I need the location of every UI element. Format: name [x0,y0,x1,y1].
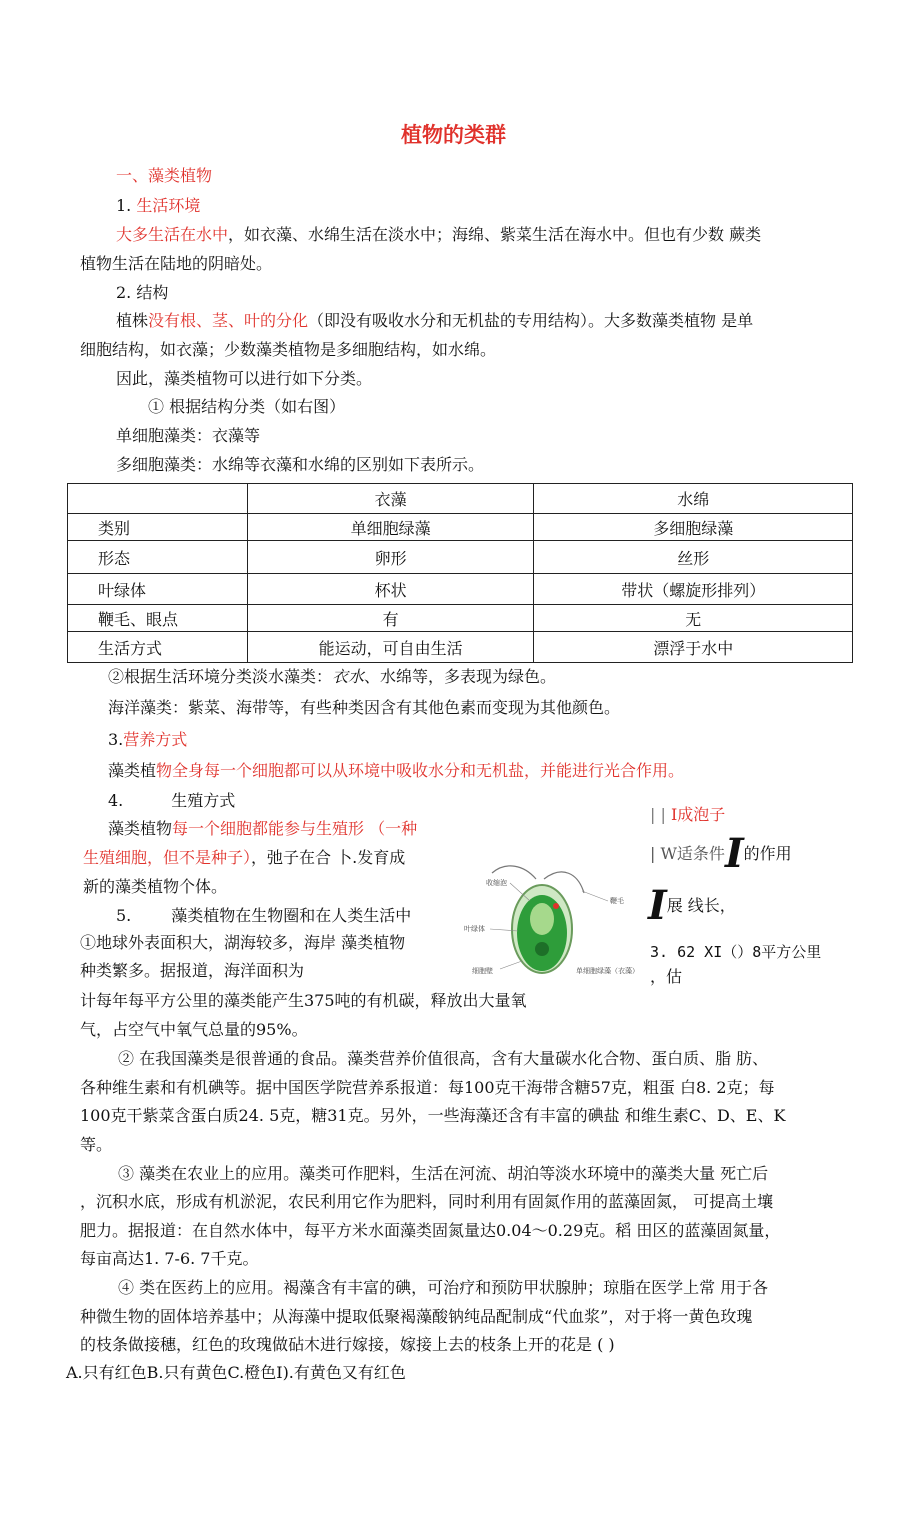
leader-line [500,961,522,969]
table-cell: 形态 [68,541,248,574]
paragraph-line: 种类繁多。据报道，海洋面积为 [80,961,305,980]
table-header-cell: 衣藻 [247,484,534,514]
side-note-glyph: I [724,830,744,877]
side-note [650,804,725,826]
subheading-number: 1. [116,196,137,215]
table-cell: 杯状 [247,574,534,605]
side-note [650,830,792,877]
table-cell: 叶绿体 [68,574,248,605]
table-cell: 多细胞绿藻 [534,514,853,541]
highlight-text: 每一个细胞都能参与生殖形 （一种 [172,819,418,838]
paragraph-text: 植株 [116,311,149,330]
table-row [68,632,853,663]
paragraph: 单细胞藻类：衣藻等 [116,426,261,445]
chlamydomonas-diagram [464,851,640,983]
table-cell: 卵形 [247,541,534,574]
paragraph-text: ②根据生活环境分类淡水藻类： [108,667,333,686]
paragraph-line: 的枝条做接穗，红色的玫瑰做砧木进行嫁接，嫁接上去的枝条上开的花是 ( ) [80,1335,615,1354]
answer-options: A.只有红色B.只有黄色C.橙色I).有黄色又有红色 [66,1363,406,1382]
paragraph-line: ，沉积水底，形成有机淤泥，农民利用它作为肥料，同时利用有固氮作用的蓝藻固氮， 可提高土壤 [80,1192,774,1211]
paragraph-text: ，如衣藻、水绵生活在淡水中；海绵、紫菜生活在海水中。但也有少数 蕨类 [228,225,762,244]
page-title: 植物的类群 [401,123,506,147]
side-note-glyph: I [648,882,667,929]
table-cell: 无 [534,605,853,632]
table-cell: 丝形 [534,541,853,574]
side-note-text: I成泡子 [670,805,726,824]
paragraph [108,818,417,840]
comparison-table [67,483,853,663]
section-heading: 一、藻类植物 [116,166,213,185]
table-cell: 漂浮于水中 [534,632,853,663]
subheading [108,790,235,812]
paragraph-text: （即没有吸收水分和无机盐的专用结构）。大多数藻类植物 是单 [308,311,754,330]
paragraph [116,310,753,332]
table-row [68,514,853,541]
subheading [116,195,200,217]
paragraph-line: 每亩高达1. 7-6. 7千克。 [80,1249,259,1268]
table-cell: 类别 [68,514,248,541]
paragraph-line: 等。 [80,1135,113,1154]
subheading-number: 3. [108,730,124,749]
cytoplasm [530,903,554,935]
table-row [68,574,853,605]
subheading-label: 营养方式 [123,730,188,749]
leader-line [582,891,608,901]
subheading-number: 4. [108,791,124,810]
highlight-text: 没有根、茎、叶的分化 [148,311,309,330]
figure-caption: 单细胞绿藻（衣藻） [576,967,639,975]
paragraph-line: 种微生物的固体培养基中；从海藻中提取低聚褐藻酸钠纯品配制成“代血浆”，对于将一黄色玫瑰 [80,1307,753,1326]
label-flagellum: 鞭毛 [610,897,624,905]
table-cell: 带状（螺旋形排列） [534,574,853,605]
table-cell: 鞭毛、眼点 [68,605,248,632]
label-chloroplast: 叶绿体 [464,925,485,933]
paragraph [108,760,684,782]
label-cell-wall: 细胞壁 [472,967,493,975]
paragraph: ①地球外表面积大，湖海较多，海岸 藻类植物 [80,933,406,952]
side-note: ，估 [650,967,683,986]
paragraph: ① 根据结构分类（如右图） [148,397,346,416]
paragraph [116,224,761,246]
highlight-text: 物全身每一个细胞都可以从环境中吸收水分和无机盐，并能进行光合作用。 [156,761,685,780]
subheading [108,729,187,751]
side-note-text: | W适条件 [650,844,725,863]
paragraph-text: 、水绵等，多表现为绿色。 [364,667,557,686]
side-note [648,882,736,929]
pyrenoid [535,942,549,956]
highlight-text: 大多生活在水中 [116,225,229,244]
table-cell: 能运动，可自由生活 [247,632,534,663]
subheading-label: 生殖方式 [171,791,236,810]
side-note-text: 的作用 [743,844,792,863]
subheading-label: 生活环境 [136,196,201,215]
table-cell: 单细胞绿藻 [247,514,534,541]
flagellum-left [492,866,536,879]
paragraph-line: 100克干紫菜含蛋白质24. 5克，糖31克。另外，一些海藻还含有丰富的碘盐 和维生素C、D、E、K [80,1106,786,1125]
paragraph: ④ 类在医药上的应用。褐藻含有丰富的碘，可治疗和预防甲状腺肿；琼脂在医学上常 用于各 [118,1278,769,1297]
paragraph: 海洋藻类：紫菜、海带等，有些种类因含有其他色素而变现为其他颜色。 [108,698,621,717]
paragraph-line: 气，占空气中氧气总量的95%。 [80,1020,308,1039]
paragraph-line: 各种维生素和有机碘等。据中国医学院营养系报道：每100克干海带含糖57克，粗蛋 白8. 2克；每 [80,1078,775,1097]
table-row [68,541,853,574]
paragraph: 因此，藻类植物可以进行如下分类。 [116,369,373,388]
paragraph: ③ 藻类在农业上的应用。藻类可作肥料，生活在河流、胡泊等淡水环境中的藻类大量 死亡后 [118,1164,769,1183]
italic-text: 衣水 [332,667,365,686]
side-note: 3. 62 XI（）8平方公里 [650,943,822,961]
paragraph-line [83,847,405,869]
paragraph-line: 肥力。据报道：在自然水体中，每平方米水面藻类固氮量达0.04〜0.29克。稻 田区的蓝藻固氮量， [80,1221,781,1240]
paragraph-line: 新的藻类植物个体。 [83,877,228,896]
paragraph-line: 细胞结构，如衣藻；少数藻类植物是多细胞结构，如水绵。 [80,340,497,359]
table-header-cell [68,484,248,514]
side-note-text: 展 线长， [666,896,736,915]
subheading [116,905,411,927]
paragraph: 多细胞藻类：水绵等衣藻和水绵的区别如下表所示。 [116,455,485,474]
table-row [68,605,853,632]
highlight-text: 生殖细胞，但不是种子） [83,848,252,867]
table-cell: 生活方式 [68,632,248,663]
paragraph: ② 在我国藻类是很普通的食品。藻类营养价值很高，含有大量碳水化合物、蛋白质、脂 肪、 [118,1049,769,1068]
subheading-text: 藻类植物在生物圈和在人类生活中 [171,906,412,925]
eyespot [553,903,559,909]
table-header-cell: 水绵 [534,484,853,514]
label-contractile-vacuole: 收缩泡 [486,879,507,887]
table-header-row [68,484,853,514]
subheading: 2. 结构 [116,283,169,302]
paragraph-line: 植物生活在陆地的阴暗处。 [80,254,273,273]
paragraph-text: ，弛子在合 卜.发育成 [251,848,406,867]
subheading-number: 5. [116,906,132,925]
table-cell: 有 [247,605,534,632]
paragraph-text: 藻类植物 [108,819,173,838]
side-note-bars: | | [650,805,671,824]
paragraph-line: 计每年每平方公里的藻类能产生375吨的有机碳，释放出大量氧 [80,991,527,1010]
paragraph-text: 藻类植 [108,761,157,780]
paragraph [108,666,556,688]
